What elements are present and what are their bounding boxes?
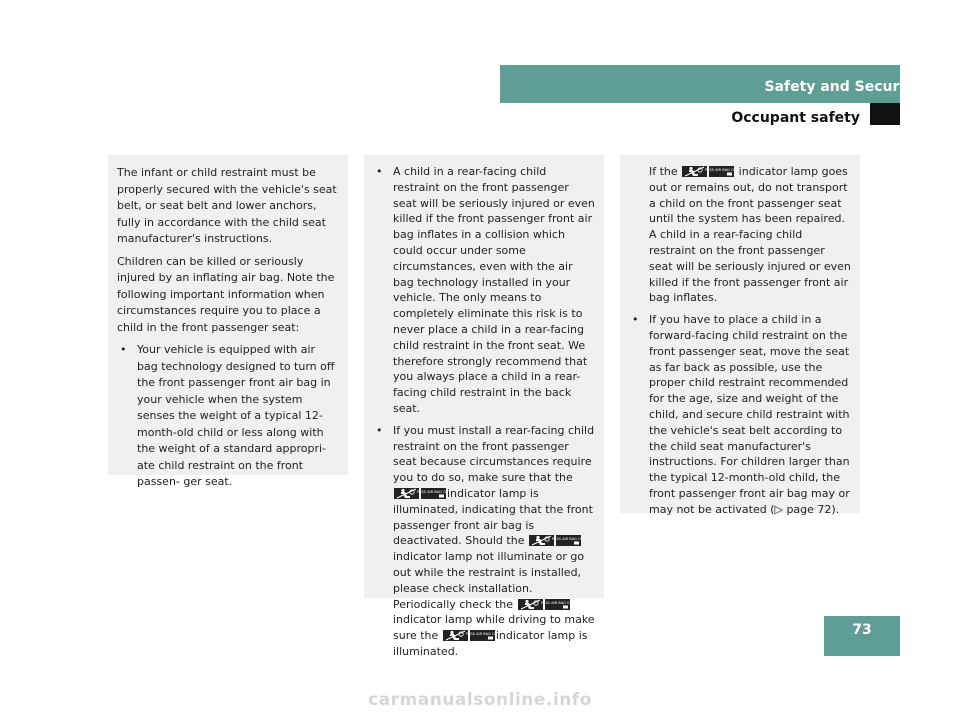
page-number-box <box>824 616 900 656</box>
section-tab-marker <box>870 103 900 125</box>
lamp-label: PASS AIR BAG OFF <box>551 537 585 542</box>
passenger-airbag-off-indicator-icon <box>518 599 574 610</box>
paragraph: Children can be killed or seriously injured by an inflating air bag. Note the following important information when circumstances require you to place a child in the front passenger seat: <box>117 254 335 334</box>
lamp-label: PASS AIR BAG OFF <box>465 632 499 637</box>
list-item-text: A child in a rear-facing child restraint on the front passenger seat will be seriously injured or even killed if the front passenger front air bag inflates in a collision which could occur under some circumstances, even with the air bag technology installed in your vehicle. The only means to completely eliminate this risk is to never place a child in a rear-facing child restraint in the front seat. We therefore strongly recommend that you always place a child in a rear-facing child restraint in the back seat. <box>393 165 595 415</box>
list-item-text: Your vehicle is equipped with air bag technology designed to turn off the front passenger front air bag in your vehicle when the system senses the weight of a typical 12-month-old child or less along with the weight of a standard appropri- ate child restraint on the front passen- ger seat. <box>137 343 335 488</box>
list-item <box>373 423 595 660</box>
note-panel-left <box>108 155 348 488</box>
list-item <box>629 312 851 517</box>
list-item-text: indicator lamp not illuminate or go out while the restraint is installed, please check installation. Periodically check the <box>393 550 585 611</box>
bullet-icon: • <box>376 423 383 437</box>
list-item-text: If you have to place a child in a forward-facing child restraint on the front passenger seat, move the seat as far back as possible, use the proper child restraint recommended for the age, size and weight of the child, and secure child restraint with the vehicle's seat belt according to the child seat manufacturer's instructions. For children larger than the typical 12-month-old child, the front passenger front air bag may or may not be activated ( <box>649 313 850 516</box>
watermark: carmanualsonline.info <box>368 690 592 710</box>
paragraph-text: If the <box>649 165 678 178</box>
note-panel-right <box>620 155 860 516</box>
paragraph: The infant or child restraint must be properly secured with the vehicle's seat belt, or seat belt and lower anchors, fully in accordance with the child seat manufacturer's instructions. <box>117 166 337 245</box>
passenger-airbag-off-indicator-icon <box>394 488 451 499</box>
list-item-text: indicator lamp is illuminated. <box>393 629 588 658</box>
lamp-label: PASS AIR BAG OFF <box>540 600 574 605</box>
bullet-icon: • <box>376 165 383 178</box>
page-reference-link[interactable]: page 72). <box>782 502 840 516</box>
lamp-label: PASS AIR BAG OFF <box>416 489 451 494</box>
lamp-label: PASS AIR BAG OFF <box>705 168 739 172</box>
paragraph-text: indicator lamp goes out or remains out, do not transport a child on the front passenger seat until the system has been repaired. A child in a rear-facing child restraint on the front passenger seat will be seriously injured or even killed if the front passenger front air bag inflates. <box>649 165 851 305</box>
note-panel-middle <box>364 155 604 658</box>
list-item <box>373 164 595 417</box>
bullet-icon: • <box>120 343 127 356</box>
list-item-text: If you must install a rear-facing child restraint on the front passenger seat because circumstances require you to do so, make sure that the <box>393 423 595 485</box>
list-item-text: indicator lamp while driving to make sure the <box>393 613 595 643</box>
passenger-airbag-off-indicator-icon <box>443 630 499 641</box>
paragraph <box>629 164 851 306</box>
page-number: 73 <box>852 622 872 638</box>
passenger-airbag-off-indicator-icon <box>682 166 739 177</box>
section-title: Safety and Security <box>764 79 920 95</box>
subsection-title: Occupant safety <box>731 110 860 126</box>
bullet-icon: • <box>632 313 639 327</box>
list-item <box>117 342 339 491</box>
passenger-airbag-off-indicator-icon <box>529 535 585 546</box>
page-reference-arrow-icon: ▷ <box>774 502 783 516</box>
list-item-text: indicator lamp is illuminated, indicating that the front passenger front air bag is deactivated. Should the <box>393 486 593 548</box>
